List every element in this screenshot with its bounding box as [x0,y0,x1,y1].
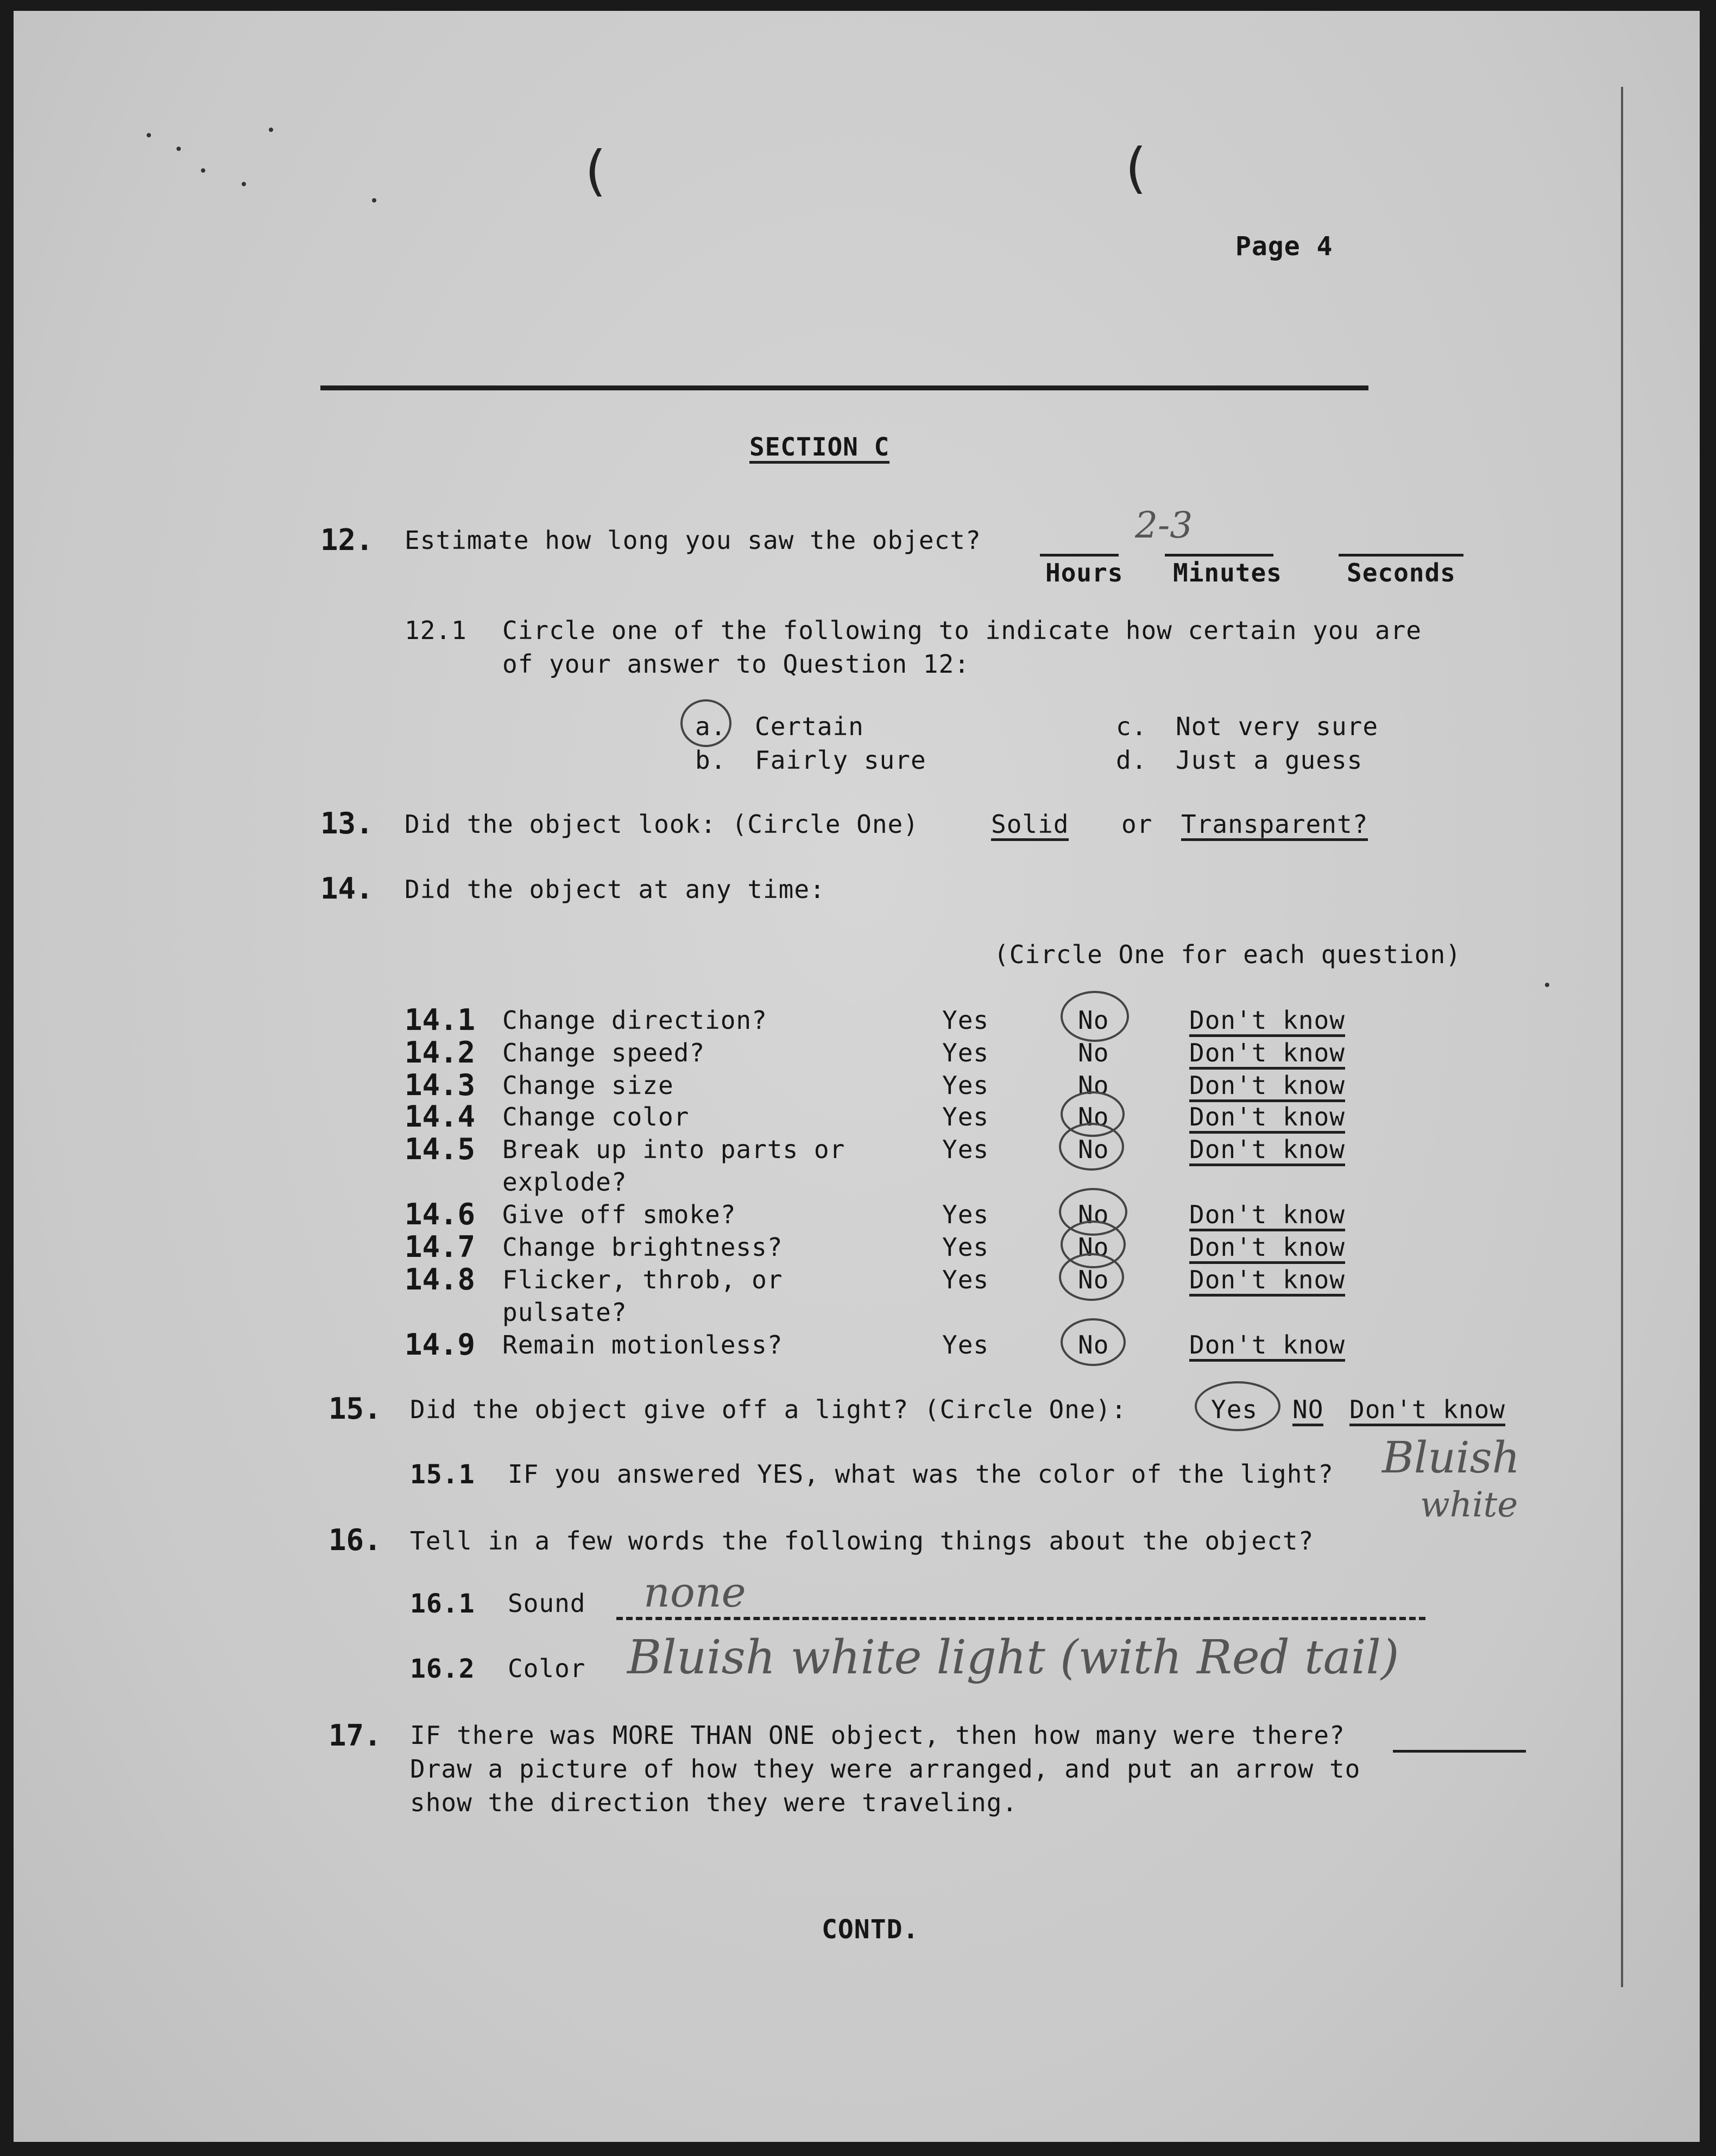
option-letter: b. [695,745,727,775]
no-option: No [1078,1265,1109,1294]
item-number: 14.3 [405,1068,476,1102]
seconds-label: Seconds [1347,558,1456,587]
item-text-continued: explode? [502,1167,627,1197]
sound-answer-line [616,1617,1425,1620]
no-option: No [1078,1330,1109,1360]
item-text-continued: pulsate? [502,1298,627,1327]
duration-answer: 2-3 [1135,504,1193,546]
hours-label: Hours [1045,558,1124,587]
item-number: 14.2 [405,1035,476,1070]
answer-circle [1059,1253,1124,1301]
item-number: 14.7 [405,1230,476,1264]
no-option: NO [1292,1397,1323,1426]
question-text: show the direction they were traveling. [410,1788,1018,1817]
question-text: Tell in a few words the following things about the object? [410,1526,1314,1556]
yes-option: Yes [942,1232,989,1262]
dont-know-option: Don't know [1189,1040,1345,1070]
color-answer: Bluish white light (with Red tail) [627,1630,1399,1685]
light-color-answer-continued: white [1420,1485,1518,1525]
section-title: SECTION C [749,434,889,464]
answer-circle [1061,991,1129,1042]
item-text: Remain motionless? [502,1330,783,1360]
answer-circle [1195,1381,1280,1431]
no-option: No [1078,1232,1109,1262]
minutes-answer-line [1165,554,1273,557]
speck [147,133,151,137]
continued-label: CONTD. [822,1914,919,1945]
option-certain: Certain [755,712,864,741]
question-text: IF there was MORE THAN ONE object, then how many were there? [410,1721,1345,1750]
item-text: Break up into parts or [502,1135,846,1164]
item-number: 14.4 [405,1099,476,1134]
dont-know-option: Don't know [1189,1267,1345,1297]
dont-know-option: Don't know [1189,1104,1345,1134]
item-text: Change color [502,1102,690,1131]
item-number: 14.6 [405,1197,476,1231]
answer-circle [1061,1318,1126,1366]
item-text: Change brightness? [502,1232,783,1262]
option-transparent: Transparent? [1181,812,1368,841]
item-text: Change speed? [502,1038,705,1067]
no-option: No [1078,1038,1109,1067]
dont-know-option: Don't know [1189,1137,1345,1166]
speck [269,128,273,132]
question-text: Did the object give off a light? (Circle One): [410,1395,1127,1424]
answer-circle [680,699,731,747]
no-option: No [1078,1200,1109,1229]
item-number: 14.5 [405,1132,476,1166]
yes-option: Yes [942,1135,989,1164]
page-edge-line [1621,87,1623,1987]
question-number: 16.1 [410,1589,475,1619]
item-number: 14.9 [405,1327,476,1362]
question-number: 17. [329,1718,382,1753]
question-number: 15. [329,1392,382,1426]
color-label: Color [508,1654,586,1683]
dont-know-option: Don't know [1349,1397,1505,1426]
item-text: Change direction? [502,1006,767,1035]
dont-know-option: Don't know [1189,1332,1345,1362]
question-number: 12. [320,523,374,557]
question-text: Circle one of the following to indicate how certain you are [502,616,1422,645]
question-text: Draw a picture of how they were arranged, and put an arrow to [410,1754,1361,1784]
yes-option: Yes [942,1071,989,1100]
question-number: 15.1 [410,1459,475,1490]
hours-answer-line [1040,554,1119,557]
no-option: No [1078,1135,1109,1164]
no-option: No [1078,1071,1109,1100]
yes-option: Yes [942,1102,989,1131]
item-number: 14.1 [405,1003,476,1037]
sound-label: Sound [508,1589,586,1618]
no-option: No [1078,1102,1109,1131]
instruction-text: (Circle One for each question) [994,940,1461,969]
binder-mark-right: ( [1119,136,1152,200]
yes-option: Yes [942,1006,989,1035]
sound-answer: none [644,1568,746,1616]
option-letter: d. [1116,745,1147,775]
question-text: Did the object look: (Circle One) [405,810,919,839]
item-text: Change size [502,1071,674,1100]
count-answer-line [1393,1750,1526,1753]
speck [176,147,181,151]
question-number: 16. [329,1523,382,1557]
answer-circle [1059,1123,1124,1171]
question-text: Estimate how long you saw the object? [405,526,981,555]
option-letter: c. [1116,712,1147,741]
no-option: No [1078,1006,1109,1035]
option-just-a-guess: Just a guess [1176,745,1363,775]
seconds-answer-line [1339,554,1463,557]
yes-option: Yes [1211,1395,1258,1424]
question-number: 12.1 [405,616,467,645]
document-page [14,11,1700,2142]
question-number: 16.2 [410,1654,475,1684]
question-number: 13. [320,806,374,840]
speck [242,182,246,186]
yes-option: Yes [942,1038,989,1067]
light-color-answer: Bluish [1382,1432,1521,1483]
speck [372,198,376,203]
yes-option: Yes [942,1330,989,1360]
yes-option: Yes [942,1200,989,1229]
dont-know-option: Don't know [1189,1235,1345,1264]
question-text: Did the object at any time: [405,875,825,904]
speck [201,168,205,173]
option-fairly-sure: Fairly sure [755,745,926,775]
dont-know-option: Don't know [1189,1073,1345,1102]
question-number: 14. [320,871,374,906]
question-text: IF you answered YES, what was the color of the light? [508,1459,1334,1489]
option-not-very-sure: Not very sure [1176,712,1379,741]
page-label: Page 4 [1235,231,1333,262]
dont-know-option: Don't know [1189,1202,1345,1231]
binder-mark-left: ( [578,139,612,203]
question-text: of your answer to Question 12: [502,649,970,679]
item-text: Flicker, throb, or [502,1265,783,1294]
item-text: Give off smoke? [502,1200,736,1229]
item-number: 14.8 [405,1262,476,1297]
option-letter: a. [695,712,727,741]
dont-know-option: Don't know [1189,1008,1345,1037]
option-solid: Solid [991,812,1069,841]
yes-option: Yes [942,1265,989,1294]
or-text: or [1121,810,1153,839]
section-divider [320,385,1368,390]
speck [1545,983,1549,987]
minutes-label: Minutes [1173,558,1282,587]
